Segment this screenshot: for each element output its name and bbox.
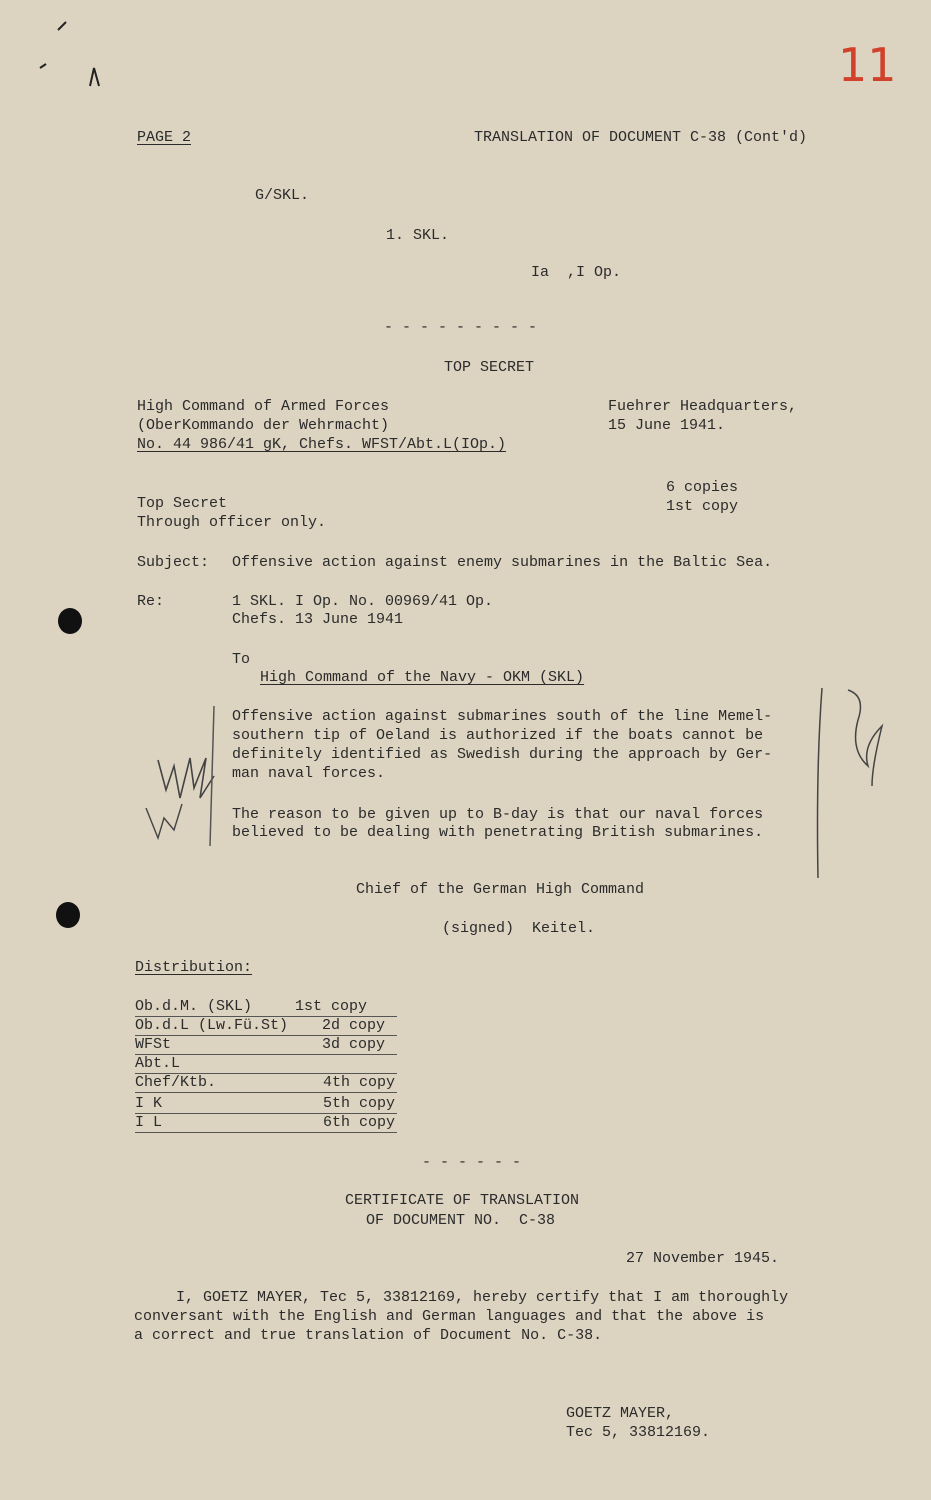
distribution-copy: 3d copy [321,1036,385,1053]
distribution-recipient: Abt.L [135,1055,181,1072]
secrecy-line-2: Through officer only. [137,514,327,531]
copy-number: 1st copy [666,498,739,515]
distribution-row [135,1054,397,1074]
signature-title: Chief of the German High Command [356,881,645,898]
copies-count: 6 copies [666,479,739,496]
certificate-date: 27 November 1945. [626,1250,780,1267]
distribution-row [135,1094,397,1114]
distribution-row [135,1016,397,1036]
distribution-row [135,1073,397,1093]
distribution-recipient: Ob.d.L (Lw.Fü.St) [135,1017,289,1034]
routing-line-2: 1. SKL. [386,227,450,244]
separator-top: - - - - - - - - - [384,319,538,336]
signature-signed: (signed) Keitel. [442,920,596,937]
body-paragraph-2-line-1: The reason to be given up to B-day is that our naval forces [232,806,764,823]
distribution-heading: Distribution: [135,959,253,976]
reference-line-1: 1 SKL. I Op. No. 00969/41 Op. [232,593,494,610]
certificate-signer-name: GOETZ MAYER, [566,1405,675,1422]
reference-label: Re: [137,593,165,610]
document-header-title: TRANSLATION OF DOCUMENT C-38 (Cont'd) [474,129,808,146]
distribution-copy: 4th copy [322,1074,395,1091]
distribution-row [135,997,397,1017]
addressee-name: High Command of the Navy - OKM (SKL) [260,669,585,686]
routing-line-1: G/SKL. [255,187,310,204]
certificate-text-line-3: a correct and true translation of Document No. C-38. [134,1327,603,1344]
body-paragraph-1-line-3: definitely identified as Swedish during the approach by Ger- [232,746,773,763]
sender-line-1: High Command of Armed Forces [137,398,390,415]
certificate-title-line-2: OF DOCUMENT NO. C-38 [366,1212,556,1229]
certificate-text-line-2: conversant with the English and German languages and that the above is [134,1308,765,1325]
handwritten-page-number: 11 [838,38,897,92]
certificate-signer-id: Tec 5, 33812169. [566,1424,711,1441]
sender-line-2: (OberKommando der Wehrmacht) [137,417,390,434]
distribution-copy: 1st copy [294,998,367,1015]
distribution-copy: 2d copy [321,1017,385,1034]
body-paragraph-1-line-4: man naval forces. [232,765,386,782]
distribution-row [135,1035,397,1055]
distribution-recipient: I L [135,1114,163,1131]
distribution-recipient: I K [135,1095,163,1112]
distribution-recipient: Chef/Ktb. [135,1074,217,1091]
reference-line-2: Chefs. 13 June 1941 [232,611,404,628]
body-paragraph-2-line-2: believed to be dealing with penetrating British submarines. [232,824,764,841]
certificate-title-line-1: CERTIFICATE OF TRANSLATION [345,1192,580,1209]
routing-line-3: Ia ,I Op. [531,264,622,281]
distribution-copy: 5th copy [322,1095,395,1112]
place-line: Fuehrer Headquarters, [608,398,798,415]
distribution-recipient: WFSt [135,1036,172,1053]
addressee-to: To [232,651,251,668]
sender-reference-number: No. 44 986/41 gK, Chefs. WFST/Abt.L(IOp.) [137,436,507,453]
subject-label: Subject: [137,554,210,571]
distribution-recipient: Ob.d.M. (SKL) [135,998,253,1015]
secrecy-line-1: Top Secret [137,495,228,512]
distribution-row [135,1113,397,1133]
certificate-text-line-1: I, GOETZ MAYER, Tec 5, 33812169, hereby certify that I am thoroughly [176,1289,789,1306]
distribution-copy: 6th copy [322,1114,395,1131]
separator-bottom: - - - - - - [422,1154,522,1171]
page-number: PAGE 2 [137,129,192,146]
body-paragraph-1-line-1: Offensive action against submarines south of the line Memel- [232,708,773,725]
body-paragraph-1-line-2: southern tip of Oeland is authorized if the boats cannot be [232,727,764,744]
subject-text: Offensive action against enemy submarines in the Baltic Sea. [232,554,773,571]
date-line: 15 June 1941. [608,417,726,434]
classification: TOP SECRET [444,359,535,376]
